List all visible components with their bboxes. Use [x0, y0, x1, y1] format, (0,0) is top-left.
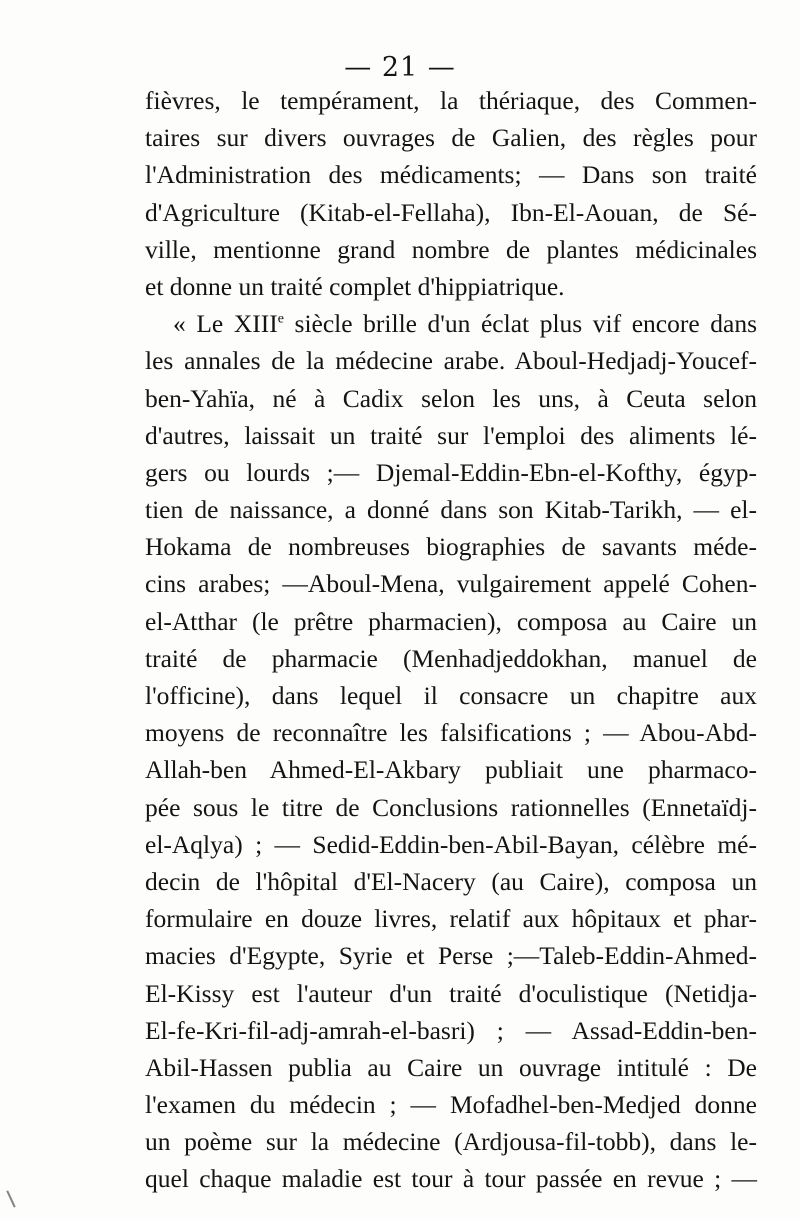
text-line: taires sur divers ouvrages de Galien, des règles pour: [145, 123, 757, 153]
text-line: quel chaque maladie est tour à tour passée en revue ; —: [145, 1164, 757, 1194]
text-line: d'autres, laissait un traité sur l'emploi des aliments lé-: [145, 420, 757, 450]
text-line: et donne un traité complet d'hippiatrique.: [145, 271, 565, 301]
text-line: tien de naissance, a donné dans son Kitab-Tarikh, — el-: [145, 495, 757, 525]
text-line: cins arabes; —Aboul-Mena, vulgairement appelé Cohen-: [145, 569, 757, 599]
text-line: decin de l'hôpital d'El-Nacery (au Caire), composa un: [145, 866, 757, 896]
text-line: pée sous le titre de Conclusions rationnelles (Ennetaïdj-: [145, 792, 757, 822]
text-line: macies d'Egypte, Syrie et Perse ;—Taleb-Eddin-Ahmed-: [145, 941, 757, 971]
century-label: « Le XIII: [173, 309, 278, 339]
text-line: el-Aqlya) ; — Sedid-Eddin-ben-Abil-Bayan, célèbre mé-: [145, 829, 757, 859]
text-line: l'examen du médecin ; — Mofadhel-ben-Medjed donne: [145, 1090, 757, 1120]
text-line: moyens de reconnaître les falsifications ; — Abou-Abd-: [145, 718, 757, 748]
text-line: l'officine), dans lequel il consacre un chapitre aux: [145, 681, 757, 710]
text-line: Hokama de nombreuses biographies de savants méde-: [145, 532, 757, 562]
text-line: d'Agriculture (Kitab-el-Fellaha), Ibn-El-Aouan, de Sé-: [145, 197, 757, 227]
scan-mark: [6, 1190, 15, 1207]
text-line: un poème sur la médecine (Ardjousa-fil-tobb), dans le-: [145, 1127, 757, 1157]
text-line: les annales de la médecine arabe. Aboul-Hedjadj-Youcef-: [145, 346, 757, 376]
text-line-paragraph-start: [145, 305, 757, 342]
text-line: ben-Yahïa, né à Cadix selon les uns, à Ceuta selon: [145, 383, 757, 413]
text-line: traité de pharmacie (Menhadjeddokhan, manuel de: [145, 643, 757, 673]
text-line: gers ou lourds ;— Djemal-Eddin-Ebn-el-Kofthy, égyp-: [145, 457, 757, 487]
text-line: el-Atthar (le prêtre pharmacien), composa au Caire un: [145, 606, 757, 636]
text-line: fièvres, le tempérament, la thériaque, des Commen-: [145, 86, 757, 115]
text-line: El-fe-Kri-fil-adj-amrah-el-basri) ; — Assad-Eddin-ben-: [145, 1015, 757, 1045]
body-text: [145, 82, 757, 1198]
text-line: formulaire en douze livres, relatif aux hôpitaux et phar-: [145, 904, 757, 934]
text-line: Abil-Hassen publia au Caire un ouvrage intitulé : De: [145, 1052, 757, 1082]
text-line: l'Administration des médicaments; — Dans son traité: [145, 160, 757, 190]
century-superscript: e: [277, 311, 284, 327]
page-number: — 21 —: [344, 52, 456, 83]
text-line: El-Kissy est l'auteur d'un traité d'oculistique (Netidja-: [145, 978, 757, 1008]
text-line: Allah-ben Ahmed-El-Akbary publiait une pharmaco-: [145, 755, 757, 785]
text-line: ville, mentionne grand nombre de plantes médicinales: [145, 234, 757, 264]
text-line-rest: siècle brille d'un éclat plus vif encore dans: [283, 309, 757, 339]
